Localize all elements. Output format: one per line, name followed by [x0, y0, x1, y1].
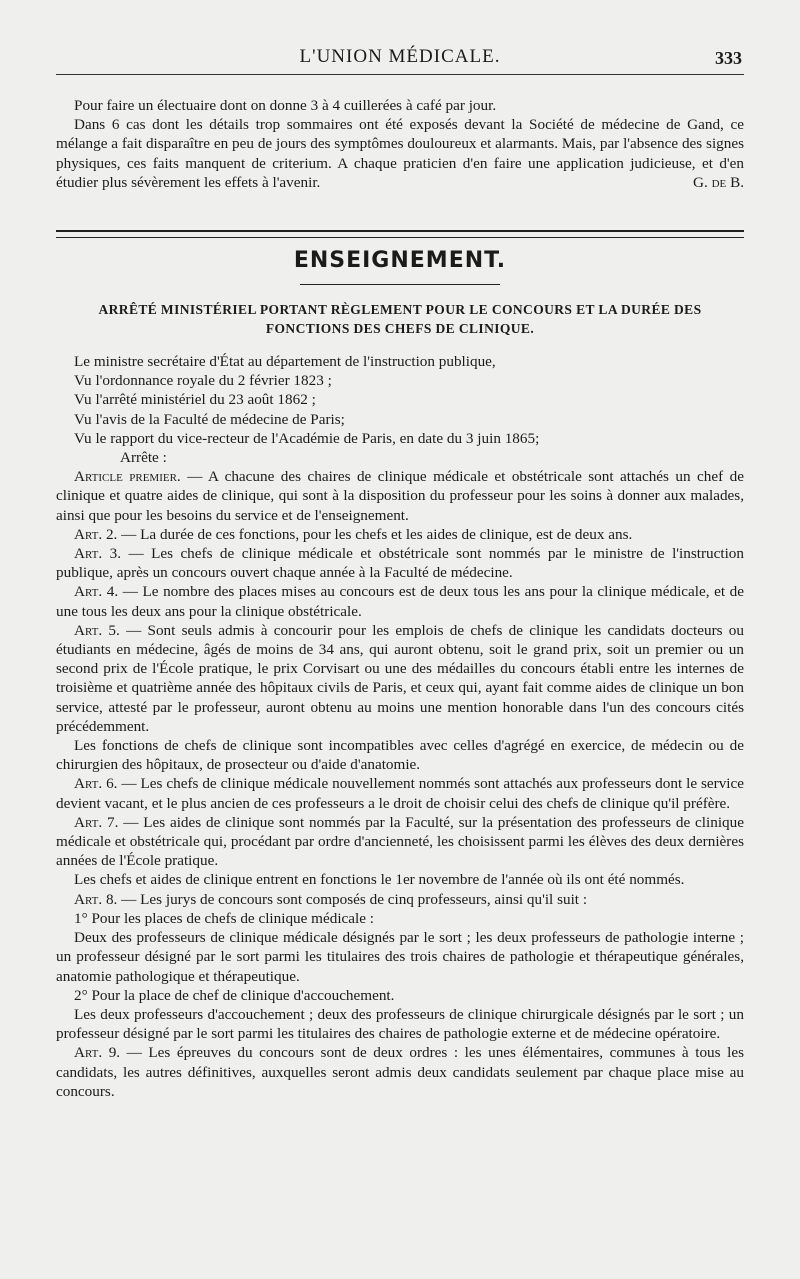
preamble-line: Le ministre secrétaire d'État au département de l'instruction publique, — [74, 353, 496, 370]
title-underline — [300, 284, 500, 285]
paragraph-incompatibility: Les fonctions de chefs de clinique sont incompatibles avec celles d'agrégé en exercice, de médecin ou de chirurgien des hôpitaux, de prosecteur ou d'aide d'anatomie. — [56, 737, 744, 774]
article-text: — Les épreuves du concours sont de deux ordres : les unes élémentaires, communes à tous les candidats, les autres définitives, auxquelles seront admis deux candidats seulement par chaque place mise au concours. — [56, 1044, 744, 1100]
arrete-heading-line1: ARRÊTÉ MINISTÉRIEL PORTANT RÈGLEMENT POUR LE CONCOURS ET LA DURÉE DES — [98, 302, 702, 317]
article-paragraph — [56, 582, 744, 620]
article-paragraph — [56, 525, 744, 544]
page-number: 333 — [715, 48, 742, 68]
signature: G. de B. — [693, 174, 744, 192]
arrete-word: Arrête : — [120, 449, 167, 467]
arrete-body — [56, 352, 744, 1101]
article-paragraph — [56, 774, 744, 812]
section-divider — [56, 230, 744, 238]
article-label: Art. 5. — [74, 621, 120, 639]
article-text: — A chacune des chaires de clinique médicale et obstétricale sont attachés un chef de clinique et quatre aides de clinique, qui sont à la disposition du professeur pour les soins à donner aux malades, ainsi que pour les besoins du service et de l'enseignement. — [56, 468, 744, 524]
jury-item: 1° Pour les places de chefs de clinique médicale : — [74, 909, 375, 927]
article-label: Art. 8. — [74, 890, 118, 908]
article-text: — Le nombre des places mises au concours est de deux tous les ans pour la clinique médicale, et de une tous les deux ans pour la clinique obstétricale. — [56, 583, 744, 620]
article-label: Art. 9. — [74, 1044, 121, 1062]
header-rule — [56, 74, 744, 75]
article-label: Art. 2. — [74, 525, 118, 543]
article-text: — Les chefs de clinique médicale et obstétricale sont nommés par le ministre de l'instruction publique, après un concours ouvert chaque année à la Faculté de médecine. — [56, 545, 744, 582]
intro-line: Pour faire un électuaire dont on donne 3 à 4 cuillerées à café par jour. — [74, 97, 497, 114]
article-paragraph — [56, 621, 744, 736]
preamble-line: Vu l'arrêté ministériel du 23 août 1862 ; — [74, 391, 316, 409]
article-text: — La durée de ces fonctions, pour les chefs et les aides de clinique, est de deux ans. — [117, 525, 633, 543]
preamble-line: Vu l'ordonnance royale du 2 février 1823 ; — [74, 372, 332, 390]
arrete-heading — [56, 300, 744, 338]
article-paragraph — [56, 467, 744, 525]
article-label: Art. 6. — [74, 775, 118, 793]
article-text: — Sont seuls admis à concourir pour les emplois de chefs de clinique les candidats docteurs ou étudiants en médecine, âgés de moins de 34 ans, qui auront obtenu, soit le grand prix, soit un premier ou un second prix de l'École pratique, le prix Corvisart ou une des médailles du concours établi entre les internes de troisième et quatrième année des hôpitaux civils de Paris, et ceux qui, ayant fait comme aides de clinique un bon service, attesté par le professeur, auront obtenu au moins une mention honorable dans l'un des concours cités précédemment. — [56, 621, 744, 735]
jury-item: Les deux professeurs d'accouchement ; deux des professeurs de clinique chirurgicale désignés par le sort ; un professeur désigné par le sort parmi les titulaires des chaires de pathologie externe et de médecine opératoire. — [56, 1005, 744, 1043]
article-text: — Les jurys de concours sont composés de cinq professeurs, ainsi qu'il suit : — [117, 890, 588, 908]
article-paragraph — [56, 1043, 744, 1101]
article-paragraph — [56, 544, 744, 582]
running-header — [56, 46, 744, 74]
paragraph-entry-into-office: Les chefs et aides de clinique entrent en fonctions le 1er novembre de l'année où ils ont été nommés. — [74, 871, 685, 889]
jury-item: 2° Pour la place de chef de clinique d'accouchement. — [74, 986, 395, 1004]
article-label: Art. 4. — [74, 583, 119, 601]
preamble-line: Vu le rapport du vice-recteur de l'Académie de Paris, en date du 3 juin 1865; — [74, 429, 540, 447]
arrete-heading-line2: FONCTIONS DES CHEFS DE CLINIQUE. — [265, 321, 535, 336]
intro-paragraph: Dans 6 cas dont les détails trop sommaires ont été exposés devant la Société de médecine de Gand, ce mélange a fait disparaître en peu de jours des symptômes douloureux et alarmants. Mais, par l'absence des signes physiques, ces faits manquent de criterium. A chaque praticien d'en faire une application judicieuse, et d'en étudier plus sévèrement les effets à l'avenir. — [56, 116, 744, 191]
article-paragraph — [56, 890, 744, 909]
article-label: Article premier. — [74, 468, 181, 486]
section-title: ENSEIGNEMENT. — [293, 248, 507, 273]
jury-item: Deux des professeurs de clinique médicale désignés par le sort ; les deux professeurs de pathologie interne ; un professeur désigné par le sort parmi les titulaires des trois chaires de pathologie et thérapeutique générales, anatomie pathologique et thérapeutique. — [56, 929, 744, 985]
article-text: — Les chefs de clinique médicale nouvellement nommés sont attachés aux professeurs dont le service devient vacant, et le plus ancien de ces professeurs a le droit de choisir celui des chefs de clinique qu'il préfère. — [56, 775, 744, 812]
article-label: Art. 3. — [74, 545, 121, 563]
journal-title: L'UNION MÉDICALE. — [299, 46, 501, 67]
article-text: — Les aides de clinique sont nommés par la Faculté, sur la présentation des professeurs de clinique médicale et obstétricale qui, procédant par ordre d'ancienneté, les choisissent parmi les élèves des deux dernières années de l'École pratique. — [56, 813, 744, 870]
article-paragraph — [56, 813, 744, 871]
article-label: Art. 7. — [74, 813, 119, 831]
intro-text — [56, 96, 744, 192]
preamble-line: Vu l'avis de la Faculté de médecine de Paris; — [74, 410, 345, 428]
